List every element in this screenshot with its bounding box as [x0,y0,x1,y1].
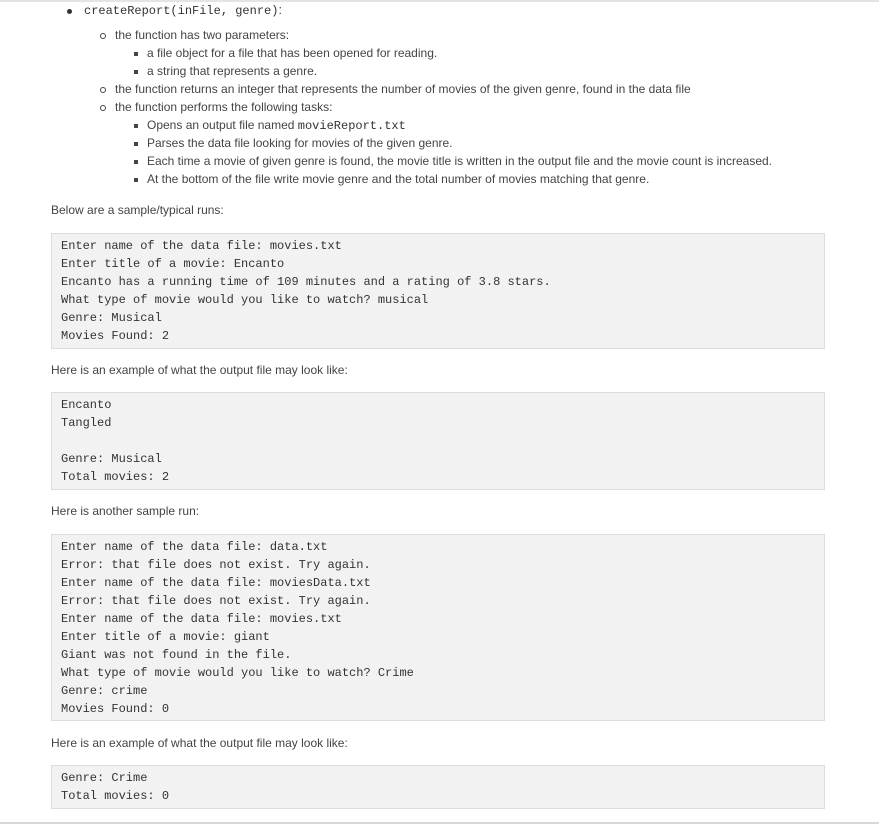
sample-runs-heading: Below are a sample/typical runs: [51,203,224,217]
code-line: Encanto [61,398,112,412]
code-line: Total movies: 2 [61,470,170,484]
output-filename: movieReport.txt [297,119,406,133]
code-line: Enter title of a movie: giant [61,630,270,644]
output-example-heading-2: Here is an example of what the output file may look like: [51,736,348,750]
output-example-heading-1: Here is an example of what the output file may look like: [51,363,348,377]
code-line: What type of movie would you like to watch? Crime [61,666,414,680]
another-run-heading: Here is another sample run: [51,504,200,518]
sample-run-1-codeblock [51,233,825,349]
code-line: What type of movie would you like to watch? musical [61,293,429,307]
output-file-2-codeblock [51,765,825,809]
parameters-intro: the function has two parameters: [115,28,290,42]
task-item-summary: At the bottom of the file write movie genre and the total number of movies matching that genre. [147,172,650,186]
code-line: Genre: Musical [61,452,162,466]
code-line: Enter name of the data file: moviesData.txt [61,576,371,590]
code-line: Movies Found: 2 [61,329,170,343]
code-line: Tangled [61,416,112,430]
top-divider [0,0,879,2]
output-file-1-codeblock [51,392,825,490]
code-line: Total movies: 0 [61,789,170,803]
code-line: Movies Found: 0 [61,702,170,716]
code-line: Encanto has a running time of 109 minutes and a rating of 3.8 stars. [61,275,551,289]
function-signature-suffix: : [278,3,282,17]
sample-run-2-codeblock [51,534,825,721]
code-line: Enter name of the data file: data.txt [61,540,328,554]
code-line: Enter title of a movie: Encanto [61,257,285,271]
task-item-parse: Parses the data file looking for movies of the given genre. [147,136,453,150]
code-line: Giant was not found in the file. [61,648,292,662]
code-line: Error: that file does not exist. Try again. [61,594,371,608]
task-open-prefix: Opens an output file named [147,118,298,132]
parameter-item-file: a file object for a file that has been opened for reading. [147,46,438,60]
bottom-divider [0,822,879,824]
code-line: Genre: crime [61,684,148,698]
code-line: Genre: Musical [61,311,162,325]
code-line: Enter name of the data file: movies.txt [61,612,342,626]
function-signature-item [84,3,282,18]
code-line [61,432,815,450]
task-item-open [147,118,406,133]
code-line: Enter name of the data file: movies.txt [61,239,342,253]
returns-item: the function returns an integer that represents the number of movies of the given genre, found in the data file [115,82,691,96]
tasks-intro: the function performs the following tasks: [115,100,333,114]
code-line: Genre: Crime [61,771,148,785]
parameter-item-genre: a string that represents a genre. [147,64,318,78]
code-line: Error: that file does not exist. Try again. [61,558,371,572]
task-item-count: Each time a movie of given genre is found, the movie title is written in the output file and the movie count is increased. [147,154,773,168]
function-signature-code: createReport(inFile, genre) [84,4,279,18]
